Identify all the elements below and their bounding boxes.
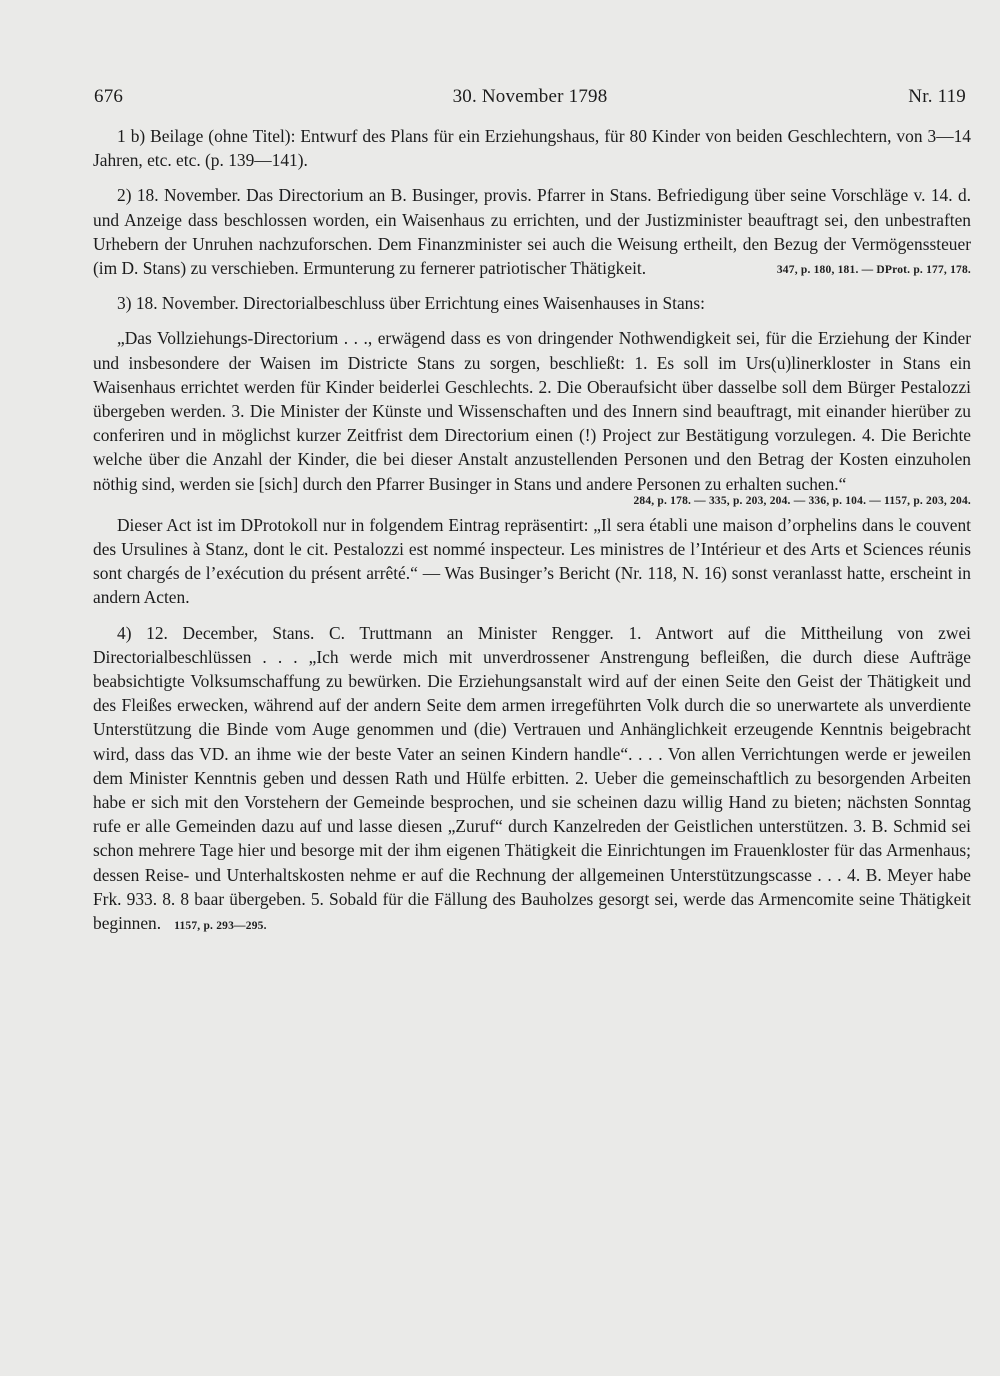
page-number: 676 [94, 86, 124, 107]
header-date: 30. November 1798 [452, 86, 608, 107]
entry-3-note: Dieser Act ist im DProtokoll nur in folgendem Eintrag repräsentirt: „Il sera établi une maison d’orphelins dans le couvent des Ursulines à Stanz, dont le cit. Pestalozzi est nommé inspecteur. Les ministres de l’Intérieur et des Arts et Sciences réunis sont chargés de l’exécution du présent arrêté.“ — Was Businger’s Bericht (Nr. 118, N. 16) sonst veranlasst hatte, erscheint in andern Acten. [93, 514, 971, 608]
entry-1b: 1 b) Beilage (ohne Titel): Entwurf des Plans für ein Erziehungshaus, für 80 Kinder von beiden Geschlechtern, von 3—14 Jahren, etc. etc. (p. 139—141). [93, 126, 971, 171]
entry-4-text: 4) 12. December, Stans. C. Truttmann an Minister Rengger. 1. Antwort auf die Mittheilung von zwei Directorialbeschlüssen . . . „Ich werde mich mit unverdrossener Anstrengung befleißen, die durch diese Aufträge beabsichtigte Volksumschaffung zu bewürken. Die Erziehungsanstalt wird auf der einen Seite den Geist der Thätigkeit und des Fleißes erwecken, während auf der andern Seite dem armen irregeführten Volk durch die so unerwartete als unverdiente Unterstützung die Binde vom Auge genommen und (die) Vertrauen und Anhänglichkeit erzeugende Kenntnis beigebracht wird, dass das VD. an ihme wie der beste Vater an seinen Kindern handle“. . . . Von allen Verrichtungen werde er jeweilen dem Minister Kenntnis geben und dessen Rath und Hülfe erbitten. 2. Ueber die gemeinschaftlich zu besorgenden Arbeiten habe er sich mit den Vorstehern der Gemeinde besprochen, und sie scheinen dazu willig Hand zu bieten; nächsten Sonntag rufe er alle Gemeinden dazu auf und lasse diesen „Zuruf“ durch Kanzelreden der Geistlichen unterstützen. 3. B. Schmid sei schon mehrere Tage hier und besorge mit der ihm eigenen Thätigkeit die Einrichtungen im Frauenkloster für das Armenhaus; dessen Reise- und Unterhaltskosten nehme er auf die Rechnung der allgemeinen Unterstützungscasse . . . 4. B. Meyer habe Frk. 933. 8. 8 baar übergeben. 5. Sobald für die Fällung des Bauholzes gesorgt sei, werde das Armencomite seine Thätigkeit beginnen. [93, 622, 971, 934]
entry-2 [93, 183, 971, 280]
entry-3-reference: 284, p. 178. — 335, p. 203, 204. — 336, p. 104. — 1157, p. 203, 204. [633, 494, 971, 507]
page-header [94, 86, 966, 114]
entry-2-reference: 347, p. 180, 181. — DProt. p. 177, 178. [776, 264, 971, 277]
entry-4-reference: 1157, p. 293—295. [174, 920, 267, 933]
header-number: Nr. 119 [908, 86, 966, 107]
entry-3-quote: „Das Vollziehungs-Directorium . . ., erwägend dass es von dringender Nothwendigkeit sei, für die Erziehung der Kinder und insbesondere der Waisen im Districte Stans zu sorgen, beschließt: 1. Es soll im Urs(u)linerkloster in Stans ein Waisenhaus errichtet werden für Kinder beiderlei Geschlechts. 2. Die Oberaufsicht über dasselbe soll dem Bürger Pestalozzi übergeben werden. 3. Die Minister der Künste und Wissenschaften und des Innern sind beauftragt, mit einander hierüber zu conferiren und in möglichst kurzer Zeitfrist dem Directorium einen (!) Project zur Bestätigung vorzulegen. 4. Die Berichte welche über die Anzahl der Kinder, die bei dieser Anstalt anzustellenden Personen und den Betrag der Kosten einzuholen nöthig sind, werden sie [sich] durch den Pfarrer Businger in Stans und andere Personen zu erhalten suchen.“ [93, 328, 971, 494]
entry-4 [93, 621, 971, 939]
document-body [93, 124, 971, 938]
entry-3-heading: 3) 18. November. Directorialbeschluss über Errichtung eines Waisenhauses in Stans: [117, 293, 705, 314]
entry-2-text: 2) 18. November. Das Directorium an B. Businger, provis. Pfarrer in Stans. Befriedigung über seine Vorschläge v. 14. d. und Anzeige dass beschlossen worden, ein Waisenhaus zu errichten, und der Justizminister beauftragt sei, den unbestraften Urhebern der Unruhen nachzuforschen. Dem Finanzminister sei auch die Weisung ertheilt, den Bezug der Vermögenssteuer (im D. Stans) zu verschieben. Ermunterung zu fernerer patriotischer Thätigkeit. [93, 185, 971, 279]
